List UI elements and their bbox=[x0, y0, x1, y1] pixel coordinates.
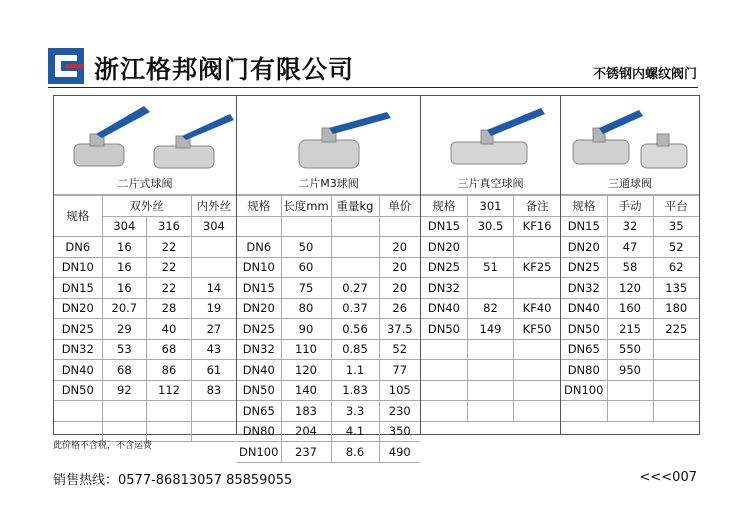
table-cell: 215 bbox=[607, 319, 653, 340]
table-cell: 53 bbox=[102, 339, 147, 360]
group-two-piece-ball-valve bbox=[54, 96, 237, 434]
col-header-316: 316 bbox=[147, 216, 192, 237]
column-header: 手动 bbox=[607, 196, 653, 217]
table-row bbox=[421, 278, 560, 299]
table-vacuum bbox=[421, 195, 560, 422]
m3-valve-icon bbox=[237, 96, 421, 176]
table-cell: DN20 bbox=[561, 237, 607, 258]
table-row bbox=[421, 360, 560, 381]
table-cell: DN25 bbox=[237, 319, 281, 340]
table-row bbox=[561, 216, 699, 237]
table-cell: 8.6 bbox=[331, 442, 379, 463]
table-row bbox=[421, 257, 560, 278]
table-cell: 14 bbox=[191, 278, 236, 299]
caption-two-piece: 二片式球阀 bbox=[117, 177, 173, 190]
table-cell: 32 bbox=[607, 216, 653, 237]
table-cell bbox=[514, 360, 560, 381]
table-cell: 112 bbox=[147, 380, 192, 401]
header-row bbox=[561, 196, 699, 217]
table-cell: DN6 bbox=[54, 237, 102, 258]
table-cell: DN25 bbox=[54, 319, 102, 340]
table-row bbox=[237, 442, 420, 463]
table-cell: DN80 bbox=[237, 421, 281, 442]
table-cell: KF16 bbox=[514, 216, 560, 237]
table-cell: 22 bbox=[147, 237, 192, 258]
table-cell: 28 bbox=[147, 298, 192, 319]
table-row bbox=[54, 237, 236, 258]
table-row bbox=[237, 360, 420, 381]
table-cell bbox=[421, 380, 467, 401]
caption-m3: 二片M3球阀 bbox=[298, 177, 359, 190]
table-cell: 149 bbox=[467, 319, 513, 340]
table-two-piece bbox=[54, 195, 236, 442]
group-three-way-ball-valve bbox=[561, 96, 699, 434]
table-cell: DN65 bbox=[561, 339, 607, 360]
sales-hotline: 销售热线：0577-86813057 85859055 bbox=[53, 473, 293, 488]
table-row bbox=[561, 257, 699, 278]
product-line-title: 不锈钢内螺纹阀门 bbox=[592, 67, 697, 82]
table-cell: 110 bbox=[281, 339, 331, 360]
table-cell bbox=[379, 216, 420, 237]
table-cell: DN15 bbox=[237, 278, 281, 299]
table-cell bbox=[467, 278, 513, 299]
table-cell: DN40 bbox=[54, 360, 102, 381]
table-cell bbox=[421, 401, 467, 422]
table-cell: 40 bbox=[147, 319, 192, 340]
table-cell: KF40 bbox=[514, 298, 560, 319]
table-cell: 68 bbox=[147, 339, 192, 360]
table-row bbox=[237, 237, 420, 258]
caption-vacuum: 三片真空球阀 bbox=[457, 177, 524, 190]
table-cell: 86 bbox=[147, 360, 192, 381]
table-cell bbox=[514, 237, 560, 258]
table-cell: 58 bbox=[607, 257, 653, 278]
table-cell bbox=[237, 216, 281, 237]
table-cell: 0.37 bbox=[331, 298, 379, 319]
table-cell: 43 bbox=[191, 339, 236, 360]
table-cell: 0.27 bbox=[331, 278, 379, 299]
table-cell: DN25 bbox=[561, 257, 607, 278]
table-cell bbox=[281, 216, 331, 237]
table-cell: 16 bbox=[102, 237, 147, 258]
table-row bbox=[237, 319, 420, 340]
table-cell: DN32 bbox=[237, 339, 281, 360]
table-cell: 52 bbox=[653, 237, 699, 258]
table-cell: 204 bbox=[281, 421, 331, 442]
table-cell: 68 bbox=[102, 360, 147, 381]
table-cell: DN20 bbox=[421, 237, 467, 258]
header-row bbox=[421, 196, 560, 217]
column-header: 规格 bbox=[561, 196, 607, 217]
table-row bbox=[561, 237, 699, 258]
table-cell: 82 bbox=[467, 298, 513, 319]
header-row bbox=[237, 196, 420, 217]
table-cell: 35 bbox=[653, 216, 699, 237]
table-cell bbox=[467, 401, 513, 422]
table-cell: 62 bbox=[653, 257, 699, 278]
column-header: 平台 bbox=[653, 196, 699, 217]
table-row bbox=[54, 319, 236, 340]
table-cell: KF50 bbox=[514, 319, 560, 340]
table-cell bbox=[653, 401, 699, 422]
table-cell: DN10 bbox=[54, 257, 102, 278]
table-cell: 20.7 bbox=[102, 298, 147, 319]
table-cell: 140 bbox=[281, 380, 331, 401]
table-cell bbox=[421, 360, 467, 381]
table-cell bbox=[514, 401, 560, 422]
table-row bbox=[237, 380, 420, 401]
table-row bbox=[561, 360, 699, 381]
table-cell: DN50 bbox=[561, 319, 607, 340]
table-row bbox=[421, 401, 560, 422]
table-cell: 3.3 bbox=[331, 401, 379, 422]
table-row bbox=[561, 339, 699, 360]
table-cell bbox=[467, 380, 513, 401]
table-cell: 225 bbox=[653, 319, 699, 340]
table-cell: DN50 bbox=[54, 380, 102, 401]
table-cell: DN80 bbox=[561, 360, 607, 381]
product-image-m3 bbox=[237, 96, 420, 195]
vacuum-valve-icon bbox=[421, 96, 561, 176]
table-cell: DN32 bbox=[421, 278, 467, 299]
table-cell: DN32 bbox=[54, 339, 102, 360]
table-cell bbox=[191, 421, 236, 442]
table-cell: 22 bbox=[147, 278, 192, 299]
table-cell: 183 bbox=[281, 401, 331, 422]
col-header-304b: 304 bbox=[191, 216, 236, 237]
table-row bbox=[54, 278, 236, 299]
table-cell bbox=[467, 339, 513, 360]
table-cell: DN15 bbox=[54, 278, 102, 299]
table-cell: 61 bbox=[191, 360, 236, 381]
table-cell: DN20 bbox=[237, 298, 281, 319]
table-cell: 27 bbox=[191, 319, 236, 340]
table-cell: 52 bbox=[379, 339, 420, 360]
column-header: 长度mm bbox=[281, 196, 331, 217]
table-row bbox=[421, 237, 560, 258]
table-cell bbox=[421, 339, 467, 360]
table-cell: 135 bbox=[653, 278, 699, 299]
table-cell bbox=[514, 278, 560, 299]
table-cell: DN15 bbox=[561, 216, 607, 237]
table-cell: 60 bbox=[281, 257, 331, 278]
table-cell: 50 bbox=[281, 237, 331, 258]
table-cell: 77 bbox=[379, 360, 420, 381]
table-cell bbox=[331, 216, 379, 237]
column-header: 301 bbox=[467, 196, 513, 217]
table-cell: DN6 bbox=[237, 237, 281, 258]
table-cell: 92 bbox=[102, 380, 147, 401]
table-row bbox=[54, 360, 236, 381]
table-cell: DN50 bbox=[237, 380, 281, 401]
table-cell: 16 bbox=[102, 257, 147, 278]
table-cell: 1.83 bbox=[331, 380, 379, 401]
table-cell bbox=[467, 237, 513, 258]
table-cell bbox=[147, 421, 192, 442]
table-row bbox=[421, 319, 560, 340]
table-cell: 550 bbox=[607, 339, 653, 360]
table-cell: 90 bbox=[281, 319, 331, 340]
table-cell: 490 bbox=[379, 442, 420, 463]
col-header-double-male: 双外丝 bbox=[102, 196, 191, 217]
table-cell: 47 bbox=[607, 237, 653, 258]
table-cell bbox=[467, 360, 513, 381]
product-image-two-piece bbox=[54, 96, 236, 195]
table-cell bbox=[514, 380, 560, 401]
table-cell: 16 bbox=[102, 278, 147, 299]
table-cell bbox=[514, 339, 560, 360]
table-cell bbox=[653, 380, 699, 401]
table-cell: KF25 bbox=[514, 257, 560, 278]
two-piece-valve-icon bbox=[54, 96, 237, 176]
table-cell bbox=[54, 401, 102, 422]
table-cell bbox=[331, 257, 379, 278]
table-cell bbox=[653, 360, 699, 381]
table-cell: DN20 bbox=[54, 298, 102, 319]
table-row bbox=[421, 216, 560, 237]
table-cell: DN100 bbox=[561, 380, 607, 401]
table-row bbox=[54, 257, 236, 278]
table-cell: 0.56 bbox=[331, 319, 379, 340]
table-row bbox=[237, 257, 420, 278]
table-cell: 20 bbox=[379, 257, 420, 278]
table-cell: 83 bbox=[191, 380, 236, 401]
table-m3 bbox=[237, 195, 420, 463]
table-row bbox=[561, 278, 699, 299]
table-cell bbox=[102, 401, 147, 422]
table-cell: DN40 bbox=[561, 298, 607, 319]
table-row bbox=[421, 339, 560, 360]
product-image-vacuum bbox=[421, 96, 560, 195]
table-cell: DN15 bbox=[421, 216, 467, 237]
table-cell bbox=[331, 237, 379, 258]
column-header: 备注 bbox=[514, 196, 560, 217]
table-row bbox=[237, 298, 420, 319]
table-cell: 20 bbox=[379, 237, 420, 258]
table-cell: DN50 bbox=[421, 319, 467, 340]
header-divider bbox=[48, 87, 698, 88]
table-cell: 51 bbox=[467, 257, 513, 278]
table-cell: 30.5 bbox=[467, 216, 513, 237]
table-cell bbox=[607, 380, 653, 401]
table-row bbox=[54, 298, 236, 319]
table-cell: DN32 bbox=[561, 278, 607, 299]
table-cell bbox=[191, 401, 236, 422]
col-header-female-male: 内外丝 bbox=[191, 196, 236, 217]
product-image-three-way bbox=[561, 96, 699, 195]
table-cell bbox=[653, 339, 699, 360]
table-cell: 350 bbox=[379, 421, 420, 442]
table-row bbox=[237, 339, 420, 360]
table-cell: 4.1 bbox=[331, 421, 379, 442]
table-cell: 22 bbox=[147, 257, 192, 278]
table-cell: 230 bbox=[379, 401, 420, 422]
table-cell: 75 bbox=[281, 278, 331, 299]
column-header: 规格 bbox=[237, 196, 281, 217]
table-cell: 950 bbox=[607, 360, 653, 381]
page-number: <<<007 bbox=[639, 470, 697, 485]
table-cell bbox=[191, 257, 236, 278]
col-header-304: 304 bbox=[102, 216, 147, 237]
table-row bbox=[54, 380, 236, 401]
column-header: 单价 bbox=[379, 196, 420, 217]
table-cell: 160 bbox=[607, 298, 653, 319]
table-cell: 120 bbox=[607, 278, 653, 299]
table-cell: 0.85 bbox=[331, 339, 379, 360]
table-row bbox=[237, 216, 420, 237]
group-vacuum-ball-valve bbox=[421, 96, 561, 434]
price-note: 此价格不含税，不含运费 bbox=[53, 441, 153, 451]
table-cell: 180 bbox=[653, 298, 699, 319]
table-cell: 29 bbox=[102, 319, 147, 340]
caption-three-way: 三通球阀 bbox=[608, 177, 652, 190]
table-row bbox=[237, 278, 420, 299]
table-cell: 237 bbox=[281, 442, 331, 463]
table-cell bbox=[147, 401, 192, 422]
table-row bbox=[421, 298, 560, 319]
table-cell: DN65 bbox=[237, 401, 281, 422]
table-row bbox=[561, 319, 699, 340]
group-m3-ball-valve bbox=[237, 96, 421, 459]
table-cell: DN40 bbox=[421, 298, 467, 319]
table-row bbox=[237, 401, 420, 422]
table-cell bbox=[561, 401, 607, 422]
table-row bbox=[54, 339, 236, 360]
column-header: 重量kg bbox=[331, 196, 379, 217]
table-cell: 19 bbox=[191, 298, 236, 319]
table-three-way bbox=[561, 195, 699, 422]
table-row bbox=[561, 401, 699, 422]
company-name: 浙江格邦阀门有限公司 bbox=[94, 55, 355, 84]
column-header: 规格 bbox=[421, 196, 467, 217]
table-cell bbox=[607, 401, 653, 422]
table-row bbox=[421, 380, 560, 401]
table-cell bbox=[191, 237, 236, 258]
table-cell: 105 bbox=[379, 380, 420, 401]
table-cell: DN100 bbox=[237, 442, 281, 463]
table-cell: 80 bbox=[281, 298, 331, 319]
table-cell: 37.5 bbox=[379, 319, 420, 340]
table-cell: DN40 bbox=[237, 360, 281, 381]
table-cell: 26 bbox=[379, 298, 420, 319]
table-cell: 20 bbox=[379, 278, 420, 299]
table-cell: 1.1 bbox=[331, 360, 379, 381]
table-cell: DN25 bbox=[421, 257, 467, 278]
table-row bbox=[561, 298, 699, 319]
table-row bbox=[237, 421, 420, 442]
table-row bbox=[561, 380, 699, 401]
col-header-spec: 规格 bbox=[54, 196, 102, 237]
table-cell: DN10 bbox=[237, 257, 281, 278]
three-way-valve-icon bbox=[561, 96, 699, 176]
table-row bbox=[54, 401, 236, 422]
table-cell: 120 bbox=[281, 360, 331, 381]
company-logo bbox=[48, 48, 84, 84]
